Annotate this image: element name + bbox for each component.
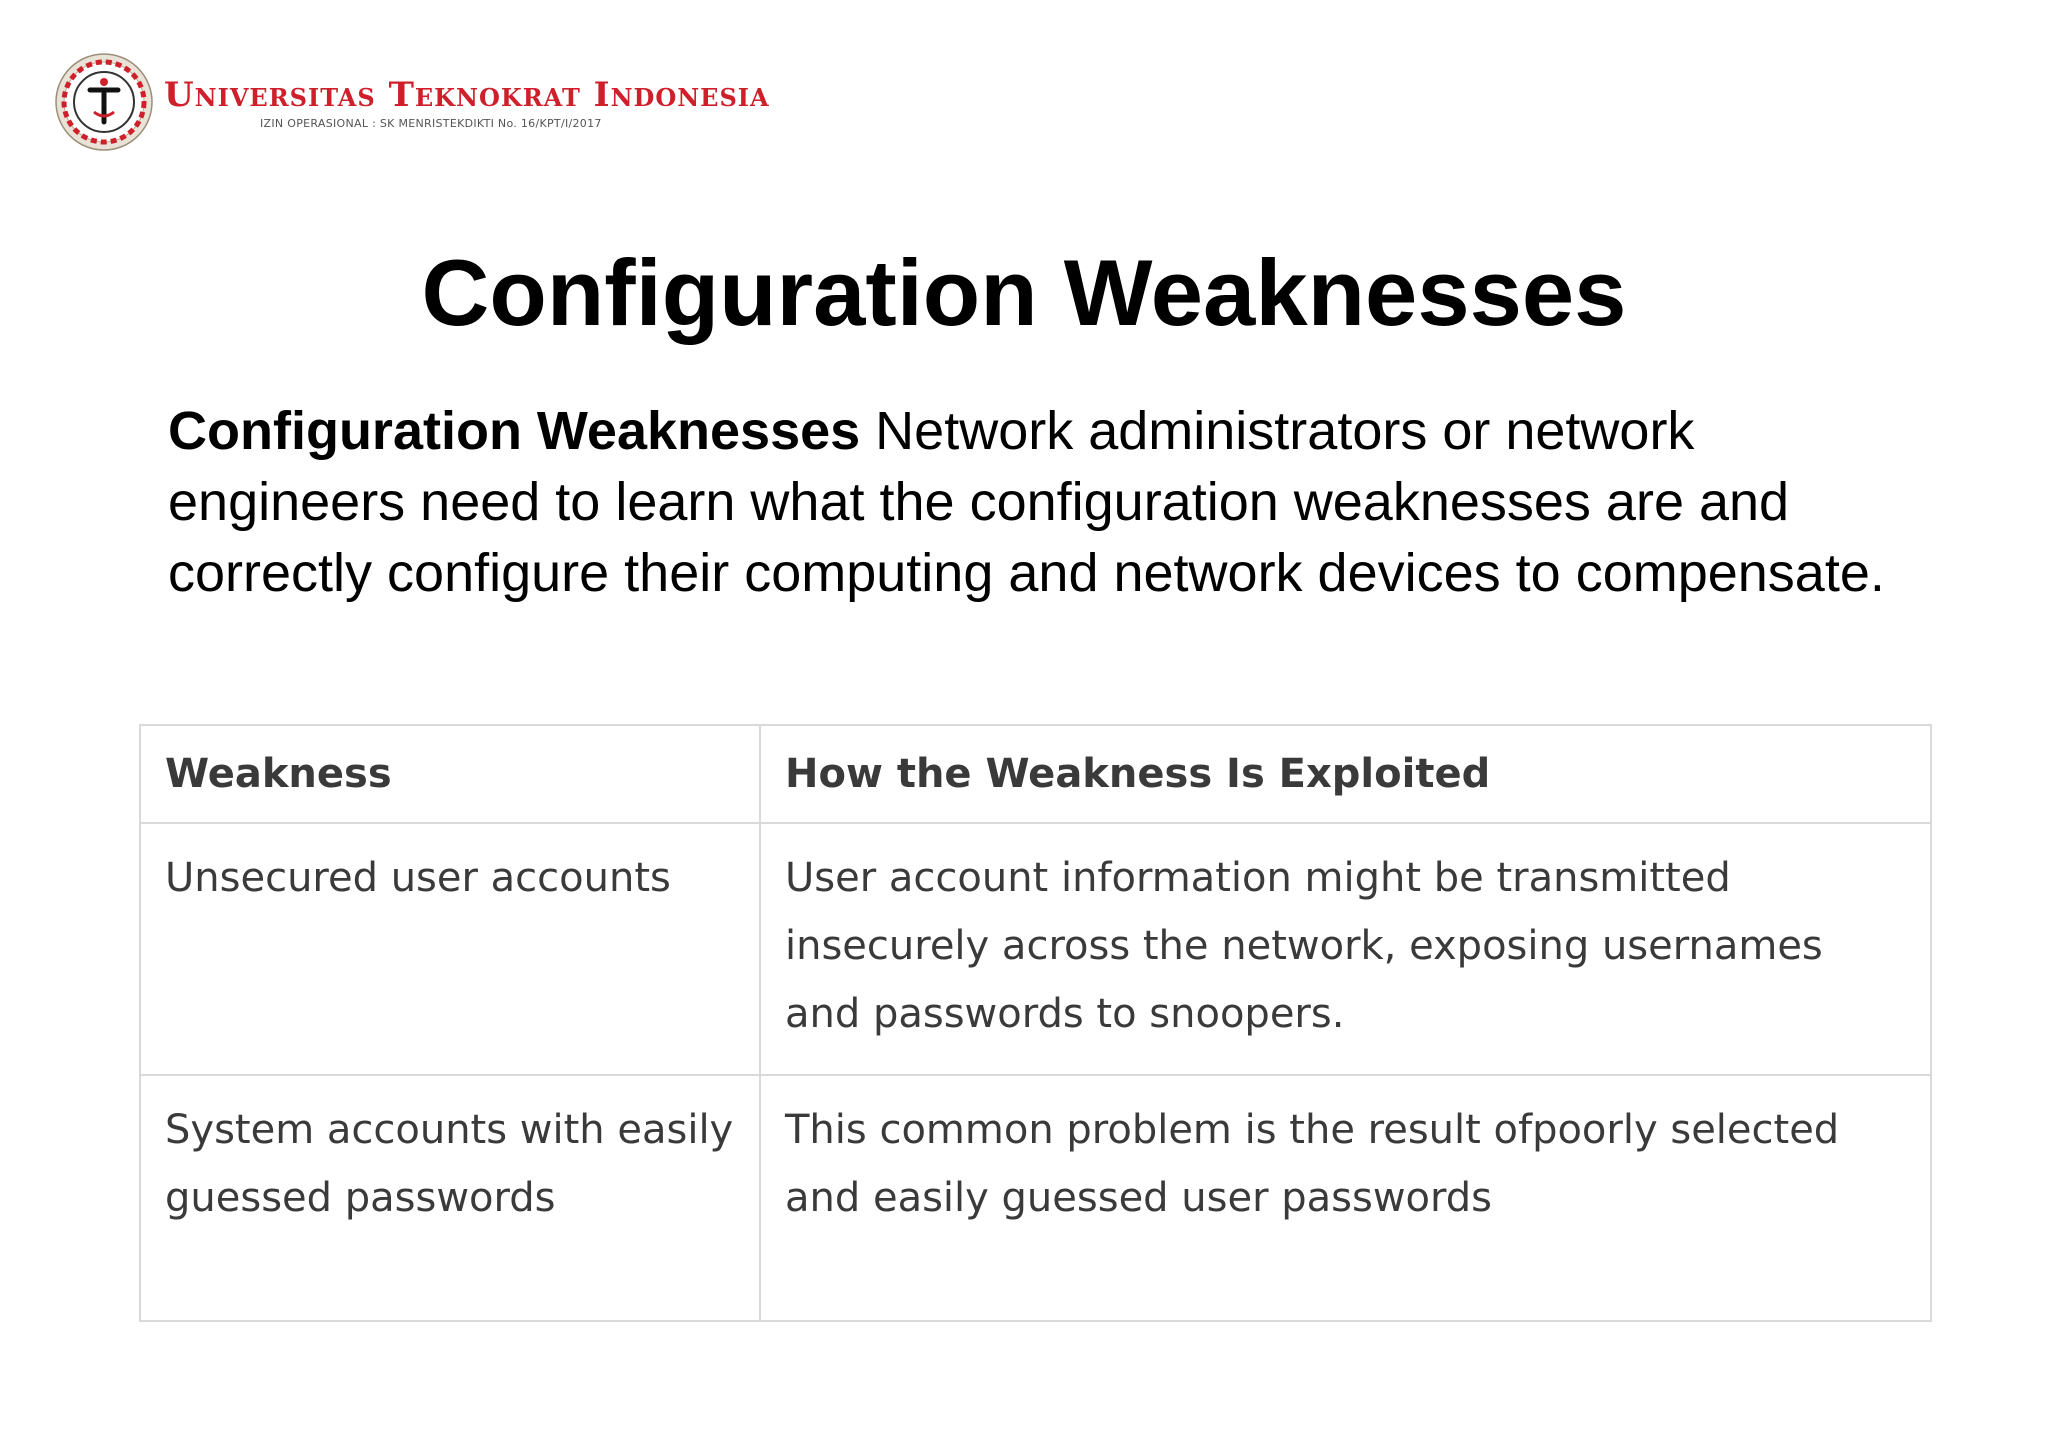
cell-weakness: System accounts with easily guessed passwords — [140, 1075, 760, 1321]
paragraph-text: Network administrators or network engineers need to learn what the configuration weaknesses are and correctly configure their computing and network devices to compensate. — [168, 401, 1885, 603]
slide-paragraph — [168, 396, 1888, 609]
cell-weakness: Unsecured user accounts — [140, 823, 760, 1075]
table-header-row — [140, 725, 1931, 823]
header-exploit: How the Weakness Is Exploited — [760, 725, 1931, 823]
cell-exploit: This common problem is the result ofpoorly selected and easily guessed user passwords — [760, 1075, 1931, 1321]
university-logo — [52, 50, 770, 154]
paragraph-lead: Configuration Weaknesses — [168, 401, 861, 461]
slide-title: Configuration Weaknesses — [421, 240, 1627, 345]
university-name: Universitas Teknokrat Indonesia — [164, 74, 770, 115]
table-row — [140, 1075, 1931, 1321]
weakness-table — [139, 724, 1932, 1322]
header-weakness: Weakness — [140, 725, 760, 823]
table-row — [140, 823, 1931, 1075]
cell-exploit: User account information might be transmitted insecurely across the network, exposing usernames and passwords to snoopers. — [760, 823, 1931, 1075]
weakness-table-container — [139, 724, 1932, 1322]
university-seal-icon — [52, 50, 156, 154]
university-license: IZIN OPERASIONAL : SK MENRISTEKDIKTI No. 16/KPT/I/2017 — [260, 116, 602, 130]
